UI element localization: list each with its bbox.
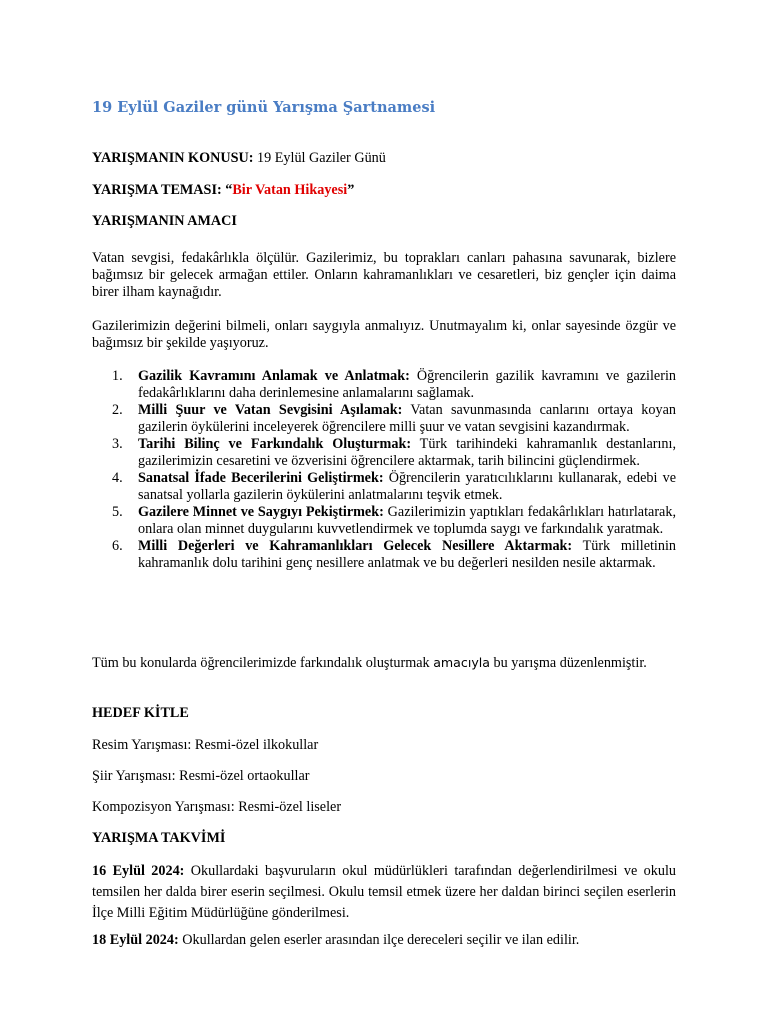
intro-paragraph-1: Vatan sevgisi, fedakârlıkla ölçülür. Gazilerimiz, bu toprakları canları pahasına savunarak, bizlere bağımsız bir gelecek armağan ettiler. Onların kahramanlıkları ve cesaretleri, biz gençler için daima birer ilham kaynağıdır.	[92, 250, 676, 300]
schedule-date: 16 Eylül 2024:	[92, 863, 185, 879]
intro-paragraph-2: Gazilerimizin değerini bilmeli, onları saygıyla anmalıyız. Unutmayalım ki, onlar sayesinde özgür ve bağımsız bir şekilde yaşıyoruz.	[92, 318, 676, 351]
konu-value: 19 Eylül Gaziler Günü	[253, 150, 386, 166]
schedule-date: 18 Eylül 2024:	[92, 932, 179, 948]
goal-number: 2.	[112, 402, 123, 418]
goal-number: 6.	[112, 538, 123, 554]
target-resim: Resim Yarışması: Resmi-özel ilkokullar	[92, 737, 319, 753]
goal-title: Milli Şuur ve Vatan Sevgisini Aşılamak:	[138, 402, 403, 418]
tema-close-quote: ”	[347, 182, 355, 198]
summary-text-2: amacıyla	[433, 655, 490, 670]
konu-label: YARIŞMANIN KONUSU:	[92, 150, 254, 166]
hedef-heading: HEDEF KİTLE	[92, 705, 189, 721]
goal-text: Türk milletinin kahramanlık dolu tarihini genç nesillere anlatmak ve bu değerleri nesilden nesile aktarmak.	[138, 538, 677, 571]
goal-item	[92, 504, 676, 538]
goal-number: 3.	[112, 436, 123, 452]
takvim-heading: YARIŞMA TAKVİMİ	[92, 830, 226, 846]
target-kompozisyon: Kompozisyon Yarışması: Resmi-özel liseler	[92, 799, 342, 815]
document-title: 19 Eylül Gaziler günü Yarışma Şartnamesi	[92, 99, 436, 116]
goal-text: Vatan savunmasında canlarını ortaya koyan gazilerin öykülerini inceleyerek öğrencilere milli şuur ve vatan sevgisini kazandırmak.	[138, 402, 676, 435]
goals-list	[92, 368, 676, 572]
goal-text: Gazilerimizin yaptıkları fedakârlıkları hatırlatarak, onlara olan minnet duygularını kuvvetlendirmek ve toplumda saygı ve farkındalık yaratmak.	[138, 504, 676, 537]
summary-text-1: Tüm bu konularda öğrencilerimizde farkındalık oluşturmak	[92, 655, 434, 671]
target-siir: Şiir Yarışması: Resmi-özel ortaokullar	[92, 768, 310, 784]
tema-value: Bir Vatan Hikayesi	[232, 182, 348, 198]
schedule-item	[92, 861, 676, 924]
goal-item	[92, 470, 676, 504]
goals-list-container	[92, 368, 676, 572]
konu-line	[92, 150, 676, 167]
goal-text: Öğrencilerin yaratıcılıklarını kullanarak, edebi ve sanatsal yollarla gazilerin öykülerini anlatmalarını teşvik etmek.	[138, 470, 676, 503]
tema-label: YARIŞMA TEMASI	[92, 182, 217, 198]
goal-item	[92, 538, 676, 572]
goal-item	[92, 368, 676, 402]
goal-title: Sanatsal İfade Becerilerini Geliştirmek:	[138, 470, 384, 486]
tema-colon: : “	[216, 182, 233, 198]
goal-text: Öğrencilerin gazilik kavramını ve gazilerin fedakârlıklarını daha derinlemesine anlamalarını sağlamak.	[138, 368, 676, 401]
schedule-text: Okullardan gelen eserler arasından ilçe dereceleri seçilir ve ilan edilir.	[178, 932, 580, 948]
amac-heading: YARIŞMANIN AMACI	[92, 213, 237, 229]
goal-text: Türk tarihindeki kahramanlık destanlarını, gazilerimizin cesaretini ve özverisini öğrencilere aktarmak, tarih bilincini güçlendirmek.	[138, 436, 676, 469]
goal-title: Milli Değerleri ve Kahramanlıkları Gelecek Nesillere Aktarmak:	[138, 538, 573, 554]
goal-number: 5.	[112, 504, 123, 520]
goal-title: Gazilik Kavramını Anlamak ve Anlatmak:	[138, 368, 410, 384]
tema-line	[92, 182, 676, 199]
summary-paragraph	[92, 652, 676, 674]
goal-title: Gazilere Minnet ve Saygıyı Pekiştirmek:	[138, 504, 384, 520]
goal-number: 1.	[112, 368, 123, 384]
goal-number: 4.	[112, 470, 123, 486]
goal-item	[92, 402, 676, 436]
summary-text-3: bu yarışma düzenlenmiştir.	[489, 655, 647, 671]
schedule-item	[92, 932, 676, 949]
goal-item	[92, 436, 676, 470]
schedule-text: Okullardaki başvuruların okul müdürlükleri tarafından değerlendirilmesi ve okulu temsilen her dalda birer eserin seçilmesi. Okulu temsil etmek üzere her daldan birinci seçilen eserlerin İlçe Milli Eğitim Müdürlüğüne gönderilmesi.	[92, 863, 676, 921]
goal-title: Tarihi Bilinç ve Farkındalık Oluşturmak:	[138, 436, 412, 452]
